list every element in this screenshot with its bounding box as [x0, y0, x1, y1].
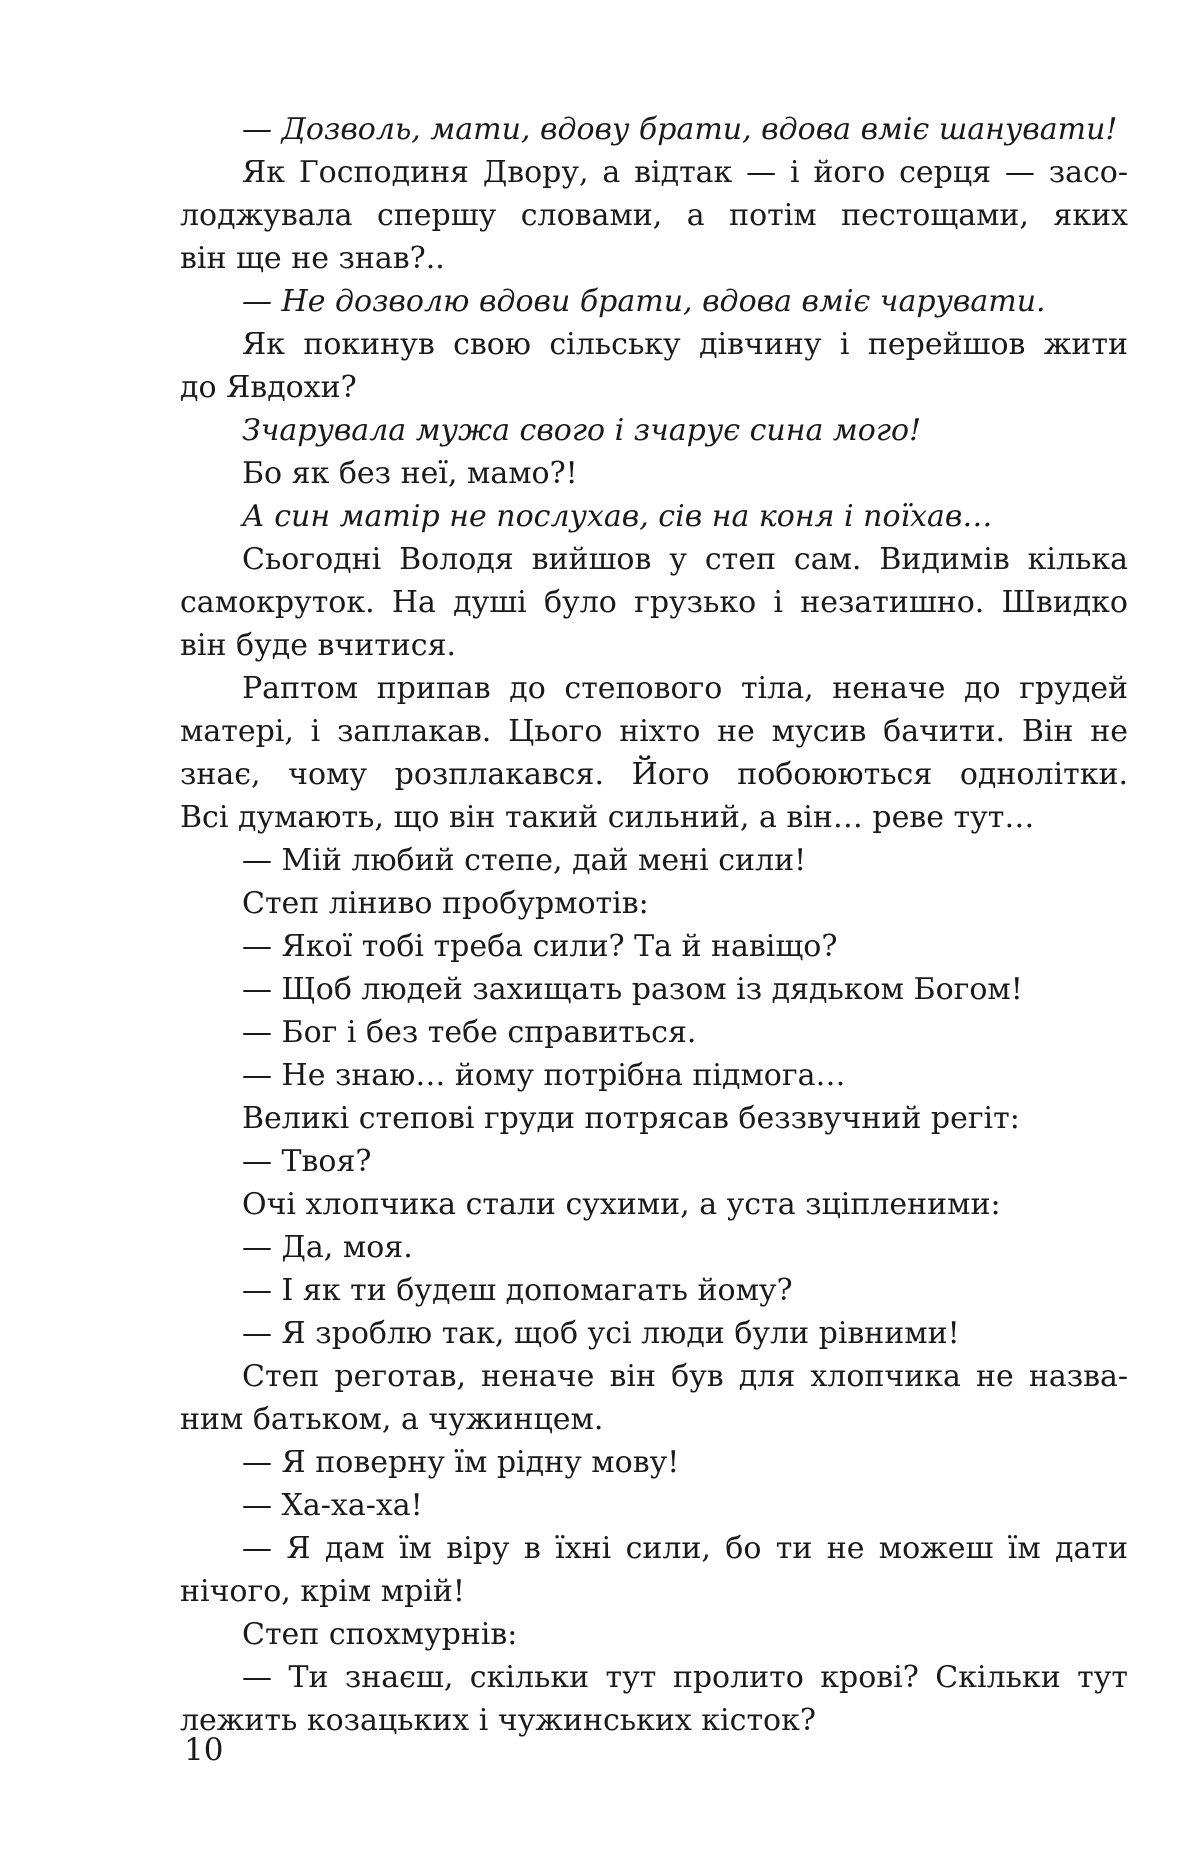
text-line: лежить козацьких і чужинських кісток? [180, 1703, 816, 1738]
text-line: — Я дам їм віру в їхні сили, бо ти не можеш їм дати [242, 1531, 1128, 1566]
text-line: Бо як без неї, мамо?! [242, 456, 578, 491]
text-line: Степ ліниво пробурмотів: [242, 886, 649, 921]
text-line: Як Господиня Двору, а відтак — і його серця — засо- [242, 155, 1128, 190]
text-line: Всі думають, що він такий сильний, а він… реве тут… [180, 800, 1035, 835]
text-line: матері, і заплакав. Цього ніхто не мусив бачити. Він не [180, 714, 1128, 749]
text-line: Як покинув свою сільську дівчину і перейшов жити [242, 327, 1128, 362]
text-line: лоджувала спершу словами, а потім пестощами, яких [180, 198, 1128, 233]
text-line: ним батьком, а чужинцем. [180, 1402, 604, 1437]
text-line: — Я поверну їм рідну мову! [242, 1445, 680, 1480]
text-line: — Не знаю… йому потрібна підмога… [242, 1058, 846, 1093]
text-line: — Да, моя. [242, 1230, 413, 1265]
text-line: — Якої тобі треба сили? Та й навіщо? [242, 929, 838, 964]
text-line: Раптом припав до степового тіла, неначе до грудей [242, 671, 1128, 706]
text-line: самокруток. На душі було грузько і незатишно. Швидко [180, 585, 1128, 620]
text-line: — Бог і без тебе справиться. [242, 1015, 697, 1050]
text-line: знає, чому розплакався. Його побоюються однолітки. [180, 757, 1128, 792]
text-line: нічого, крім мрій! [180, 1574, 465, 1609]
text-line: він буде вчитися. [180, 628, 457, 663]
text-line: Степ реготав, неначе він був для хлопчика не назва- [242, 1359, 1128, 1394]
page-text [180, 108, 1128, 1742]
text-line: — Дозволь, мати, вдову брати, вдова вміє шанувати! [242, 112, 1118, 147]
text-line: до Явдохи? [180, 370, 357, 405]
text-line: Степ спохмурнів: [242, 1617, 518, 1652]
page-number: 10 [184, 1732, 224, 1768]
text-line: Великі степові груди потрясав беззвучний регіт: [242, 1101, 1020, 1136]
text-line: Сьогодні Володя вийшов у степ сам. Видимів кілька [242, 542, 1128, 577]
text-line: — Не дозволю вдови брати, вдова вміє чарувати. [242, 284, 1046, 319]
text-line: — Мій любий степе, дай мені сили! [242, 843, 807, 878]
text-line: — Я зроблю так, щоб усі люди були рівними! [242, 1316, 960, 1351]
text-line: — Ха-ха-ха! [242, 1488, 423, 1523]
text-line: Очі хлопчика стали сухими, а уста зціпленими: [242, 1187, 1001, 1222]
text-line: — Щоб людей захищать разом із дядьком Богом! [242, 972, 1023, 1007]
text-line: — І як ти будеш допомагать йому? [242, 1273, 793, 1308]
text-line: Зчарувала мужа свого і зчарує сина мого! [242, 413, 922, 448]
text-line: А син матір не послухав, сів на коня і поїхав… [242, 499, 993, 534]
text-line: — Твоя? [242, 1144, 372, 1179]
text-line: — Ти знаєш, скільки тут пролито крові? Скільки тут [242, 1660, 1128, 1695]
text-line: він ще не знав?.. [180, 241, 445, 276]
